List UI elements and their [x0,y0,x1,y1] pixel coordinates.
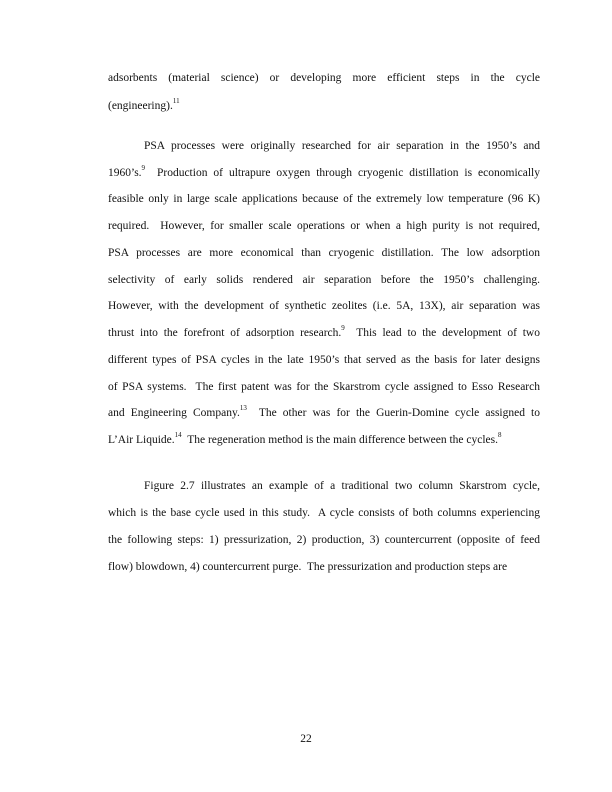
text-line: feasible only in large scale applications because of the extremely low temperature (96 K) [108,193,540,205]
text-line: PSA processes are more economical than cryogenic distillation. The low adsorption [108,247,540,259]
citation-superscript: 8 [498,431,502,440]
page-number: 22 [300,733,312,745]
text-line: which is the base cycle used in this study. A cycle consists of both columns experiencing [108,507,540,519]
text-line: of PSA systems. The first patent was for the Skarstrom cycle assigned to Esso Research [108,381,540,393]
text-line: the following steps: 1) pressurization, 2) production, 3) countercurrent (opposite of feed [108,534,540,546]
text-line: Figure 2.7 illustrates an example of a traditional two column Skarstrom cycle, [144,480,540,492]
text-line: 1960’s.$^9$ Production of ultrapure oxygen through cryogenic distillation is economically [108,164,540,179]
citation-superscript: 9 [141,164,146,173]
text-line: (engineering).$^{11}$ [108,97,180,112]
citation-superscript: 11 [172,97,180,106]
text-line: L’Air Liquide.$^{14}$ The regeneration method is the main difference between the cycles.$^8$ [108,431,502,446]
text-line: selectivity of early solids rendered air separation before the 1950’s challenging. [108,274,540,286]
text-line: flow) blowdown, 4) countercurrent purge. The pressurization and production steps are [108,561,508,573]
text-line: required. However, for smaller scale operations or when a high purity is not required, [108,220,540,232]
text-line: PSA processes were originally researched for air separation in the 1950’s and [144,140,540,152]
citation-superscript: 9 [341,324,345,333]
citation-superscript: 14 [174,431,182,440]
text-line: thrust into the forefront of adsorption research.$^9$ This lead to the development of two [108,324,540,339]
text-line: different types of PSA cycles in the late 1950’s that served as the basis for later designs [108,354,540,366]
text-line: However, with the development of synthetic zeolites (i.e. 5A, 13X), air separation was [108,300,540,312]
text-line: and Engineering Company.$^{13}$ The other was for the Guerin-Domine cycle assigned to [108,404,541,419]
text-line: adsorbents (material science) or developing more efficient steps in the cycle [108,72,540,84]
citation-superscript: 13 [239,404,247,413]
